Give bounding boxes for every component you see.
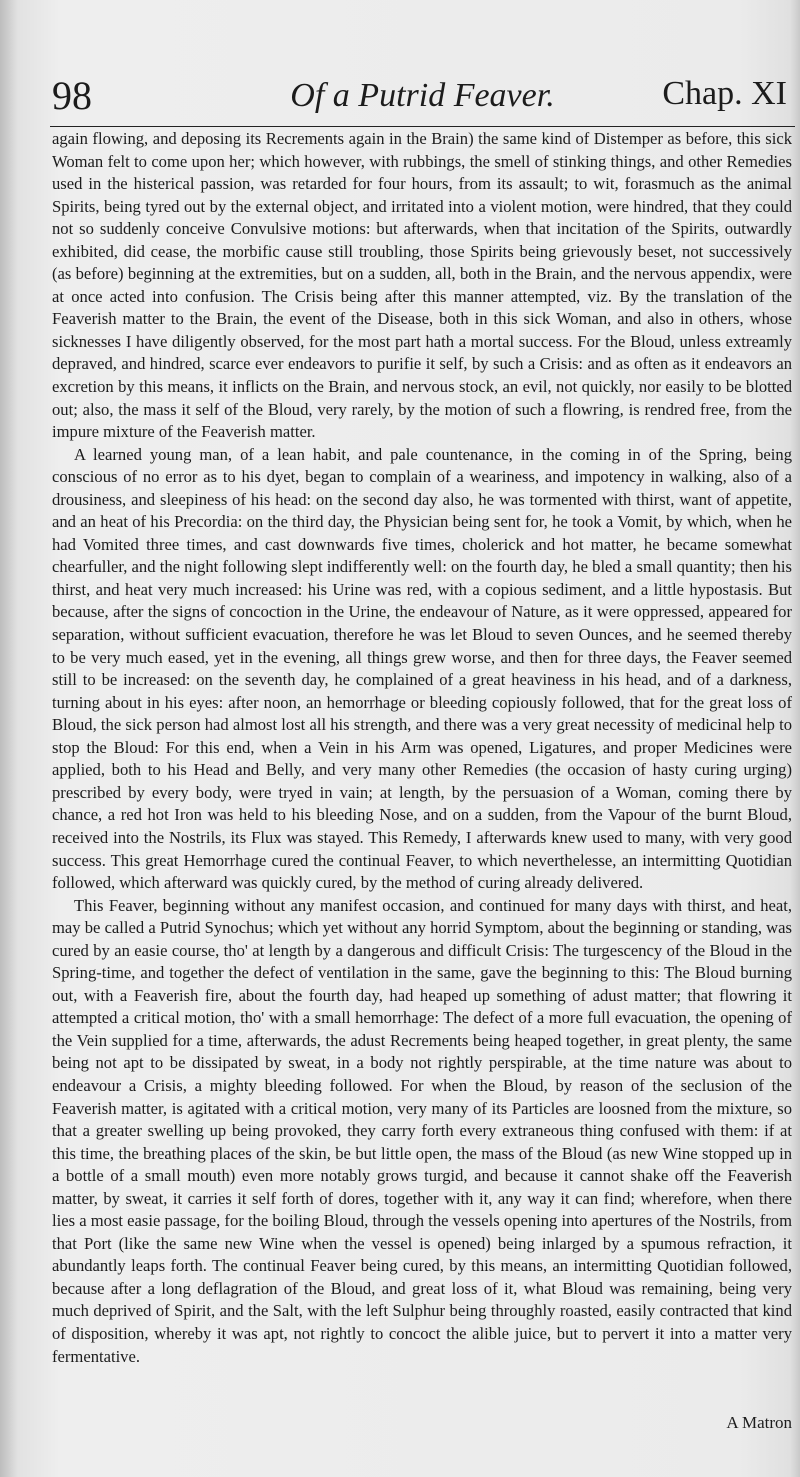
page-body (52, 128, 792, 1368)
catchword: A Matron (726, 1413, 792, 1432)
page-number: 98 (52, 73, 92, 118)
paragraph: again flowing, and deposing its Recrements again in the Brain) the same kind of Distemper as before, this sick Woman felt to come upon her; which however, with rubbings, the smell of stinking things, and other Remedies used in the histerical passion, was retarded for four hours, from its assault; to wit, forasmuch as the animal Spirits, being tyred out by the external object, and irritated into a violent motion, were hindred, that they could not so suddenly conceive Convulsive motions: but afterwards, when that incitation of the Spirits, outwardly exhibited, did cease, the morbific cause still troubling, those Spirits being grievously beset, not successively (as before) beginning at the extremities, but on a sudden, all, both in the Brain, and the nervous appendix, were at once acted into confusion. The Crisis being after this manner attempted, viz. By the translation of the Feaverish matter to the Brain, the event of the Disease, both in this sick Woman, and also in others, whose sicknesses I have diligently observed, for the most part hath a mortal success. For the Bloud, unless extreamly depraved, and hindred, scarce ever endeavors to purifie it self, by such a Crisis: and as often as it endeavors an excretion by this means, it inflicts on the Brain, and nervous stock, an evil, not quickly, nor easily to be blotted out; also, the mass it self of the Bloud, very rarely, by the motion of such a flowring, is rendred free, from the impure mixture of the Feaverish matter. (52, 129, 792, 442)
page-header (50, 64, 795, 127)
chapter-label: Chap. XI (662, 75, 787, 112)
paragraph: This Feaver, beginning without any manifest occasion, and continued for many days with thirst, and heat, may be called a Putrid Synochus; which yet without any horrid Symptom, about the beginning or standing, was cured by an easie course, tho' at length by a dangerous and difficult Crisis: The turgescency of the Bloud in the Spring-time, and together the defect of ventilation in the same, gave the beginning to this: The Bloud burning out, with a Feaverish fire, about the fourth day, had heaped up something of adust matter; that flowring it attempted a critical motion, tho' with a small hemorrhage: The defect of a more full evacuation, the opening of the Vein supplied for a time, afterwards, the adust Recrements being heaped together, in great plenty, the same being not apt to be dissipated by sweat, in a body not rightly perspirable, at the time nature was about to endeavour a Crisis, a mighty bleeding followed. For when the Bloud, by reason of the seclusion of the Feaverish matter, is agitated with a critical motion, very many of its Particles are loosned from the mixture, so that a greater swelling up being provoked, they carry forth every extraneous thing confused with them: if at this time, the breathing places of the skin, be but little open, the mass of the Bloud (as new Wine stopped up in a bottle of a small mouth) even more notably grows turgid, and because it cannot shake off the Feaverish matter, by sweat, it carries it self forth of dores, together with it, any way it can find; wherefore, when there lies a most easie passage, for the boiling Bloud, through the vessels opening into apertures of the Nostrils, from that Port (like the same new Wine when the vessel is opened) being inlarged by a spumous refraction, it abundantly leaps forth. The continual Feaver being cured, by this means, an intermitting Quotidian followed, because after a long deflagration of the Bloud, and great loss of it, what Bloud was remaining, being very much deprived of Spirit, and the Salt, with the left Sulphur being throughly roasted, easily contracted that kind of disposition, whereby it was apt, not rightly to concoct the alible juice, but to pervert it into a matter very fermentative. (52, 895, 792, 1366)
running-title: Of a Putrid Feaver. (290, 77, 555, 114)
paragraph: A learned young man, of a lean habit, and pale countenance, in the coming in of the Spring, being conscious of no error as to his dyet, began to complain of a weariness, and impotency in walking, also of a drousiness, and sleepiness of his head: on the second day also, he was tormented with thirst, want of appetite, and an heat of his Precordia: on the third day, the Physician being sent for, he took a Vomit, by which, when he had Vomited three times, and cast downwards five times, cholerick and hot matter, he became somewhat chearfuller, and the night following slept indifferently well: on the fourth day, he bled a small quantity; then his thirst, and heat very much increased: his Urine was red, with a copious sediment, and a little hypostasis. But because, after the signs of concoction in the Urine, the endeavour of Nature, as it were oppressed, appeared for separation, without sufficient evacuation, therefore he was let Bloud to seven Ounces, and he seemed thereby to be very much eased, yet in the evening, all things grew worse, and then for three days, the Feaver seemed still to be increased: on the seventh day, he complained of a great heaviness in his head, and of a darkness, turning about in his eyes: after noon, an hemorrhage or bleeding copiously followed, that for the great loss of Bloud, the sick person had almost lost all his strength, and there was a very great necessity of medicinal help to stop the Bloud: For this end, when a Vein in his Arm was opened, Ligatures, and proper Medicines were applied, both to his Head and Belly, and very many other Remedies (the occasion of hasty curing urging) prescribed by every body, were tryed in vain; at length, by the persuasion of a Woman, coming there by chance, a red hot Iron was held to his bleeding Nose, and on a sudden, from the Vapour of the burnt Bloud, received into the Nostrils, its Flux was stayed. This Remedy, I afterwards knew used to many, with very good success. This great Hemorrhage cured the continual Feaver, to which neverthelesse, an intermitting Quotidian followed, which afterward was quickly cured, by the method of curing already delivered. (52, 444, 792, 893)
